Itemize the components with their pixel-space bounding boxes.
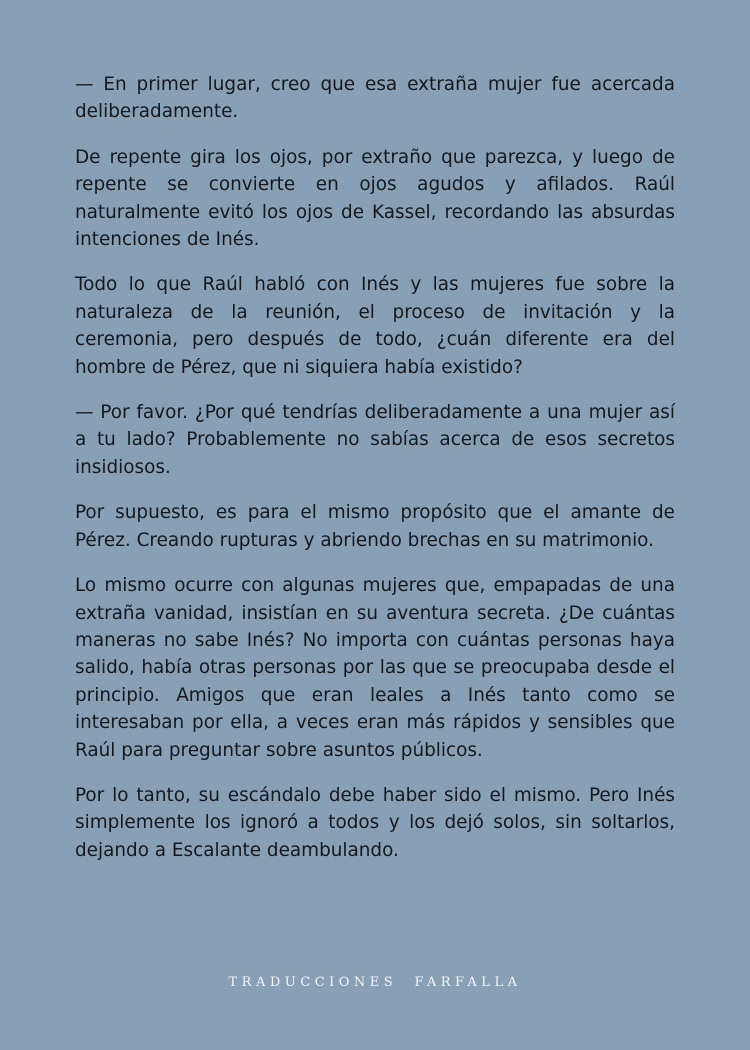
- footer-credit: TRADUCCIONES FARFALLA: [228, 975, 522, 990]
- paragraph-6: Lo mismo ocurre con algunas mujeres que, empapadas de una extraña vanidad, insistían en su aventura secreta. ¿De cuántas maneras no sabe Inés? No importa con cuántas personas haya salido, había otras personas por las que se preocupaba desde el principio. Amigos que eran leales a Inés tanto como se interesaban por ella, a veces eran más rápidos y sensibles que Raúl para preguntar sobre asuntos públicos.: [75, 575, 675, 761]
- paragraph-2: De repente gira los ojos, por extraño que parezca, y luego de repente se convierte en ojos agudos y afilados. Raúl naturalmente evitó los ojos de Kassel, recordando las absurdas intenciones de Inés.: [75, 146, 675, 251]
- paragraph-7: Por lo tanto, su escándalo debe haber sido el mismo. Pero Inés simplemente los ignoró a todos y los dejó solos, sin soltarlos, dejando a Escalante deambulando.: [75, 784, 675, 861]
- document-body: [75, 71, 675, 882]
- paragraph-3: Todo lo que Raúl habló con Inés y las mujeres fue sobre la naturaleza de la reunión, el proceso de invitación y la ceremonia, pero después de todo, ¿cuán diferente era del hombre de Pérez, que ni siquiera había existido?: [75, 274, 675, 378]
- paragraph-1: — En primer lugar, creo que esa extraña mujer fue acercada deliberadamente.: [75, 74, 675, 123]
- paragraph-4: — Por favor. ¿Por qué tendrías deliberadamente a una mujer así a tu lado? Probablemente no sabías acerca de esos secretos insidiosos.: [75, 402, 675, 478]
- paragraph-5: Por supuesto, es para el mismo propósito que el amante de Pérez. Creando rupturas y abriendo brechas en su matrimonio.: [75, 502, 675, 551]
